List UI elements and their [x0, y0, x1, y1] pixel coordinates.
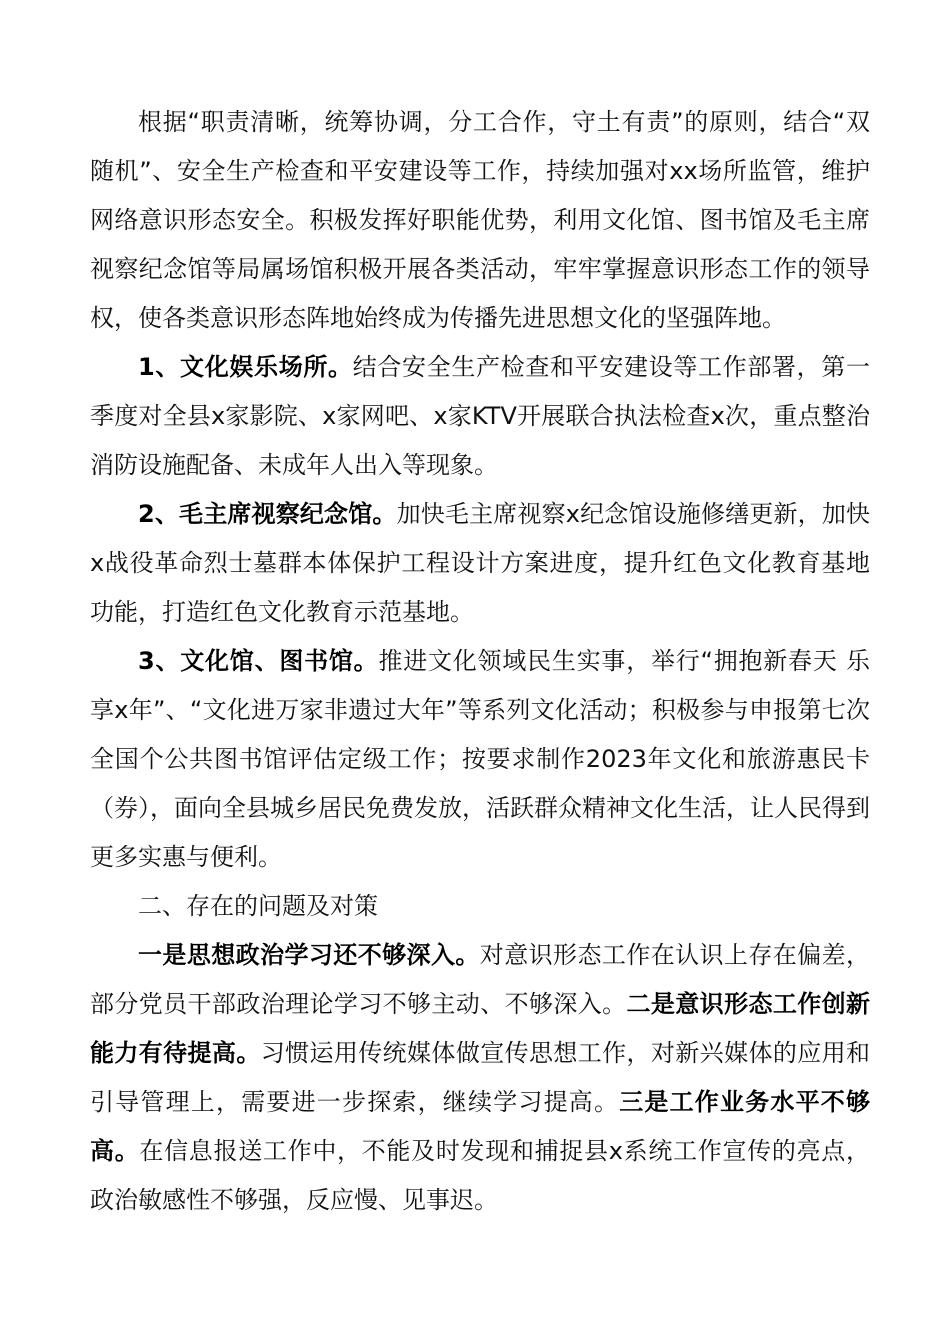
paragraph-item-1 — [90, 343, 870, 490]
item-3-heading: 3、文化馆、图书馆。 — [138, 647, 379, 675]
paragraph-intro-text: 根据“职责清晰，统筹协调，分工合作，守土有责”的原则，结合“双随机”、安全生产检查和平安建设等工作，持续加强对xx场所监管，维护网络意识形态安全。积极发挥好职能优势，利用文化馆、图书馆及毛主席视察纪念馆等局属场馆积极开展各类活动，牢牢掌握意识形态工作的领导权，使各类意识形态阵地始终成为传播先进思想文化的坚强阵地。 — [90, 108, 870, 332]
problem-2-heading: 二是意识形态工作创新能力有待提高。 — [90, 990, 870, 1067]
problem-3-text: 在信息报送工作中，不能及时发现和捕捉县x系统工作宣传的亮点，政治敏感性不够强，反应慢、见事迟。 — [90, 1137, 870, 1214]
paragraph-intro — [90, 98, 870, 343]
item-1-text: 结合安全生产检查和平安建设等工作部署，第一季度对全县x家影院、x家网吧、x家KTV开展联合执法检查x次，重点整治消防设施配备、未成年人出入等现象。 — [90, 353, 870, 479]
paragraph-item-2 — [90, 490, 870, 637]
item-2-heading: 2、毛主席视察纪念馆。 — [138, 500, 397, 528]
section-heading-text: 二、存在的问题及对策 — [138, 892, 378, 920]
problem-2-text: 习惯运用传统媒体做宣传思想工作，对新兴媒体的应用和引导管理上，需要进一步探索，继续学习提高。 — [90, 1039, 871, 1116]
section-heading-problems — [90, 882, 870, 931]
problem-1-text: 对意识形态工作在认识上存在偏差，部分党员干部政治理论学习不够主动、不够深入。 — [90, 941, 871, 1018]
item-1-heading: 1、文化娱乐场所。 — [138, 353, 353, 381]
problem-1-heading: 一是思想政治学习还不够深入。 — [138, 941, 480, 969]
item-2-text: 加快毛主席视察x纪念馆设施修缮更新，加快x战役革命烈士墓群本体保护工程设计方案进度，提升红色文化教育基地功能，打造红色文化教育示范基地。 — [90, 500, 871, 626]
item-3-text: 推进文化领域民生实事，举行“拥抱新春天 乐享x年”、“文化进万家非遗过大年”等系列文化活动；积极参与申报第七次全国个公共图书馆评估定级工作；按要求制作2023年文化和旅游惠民卡（券），面向全县城乡居民免费发放，活跃群众精神文化生活，让人民得到更多实惠与便利。 — [90, 647, 871, 871]
paragraph-problems — [90, 931, 870, 1225]
problem-3-heading: 三是工作业务水平不够高。 — [90, 1088, 871, 1165]
document-page — [90, 98, 870, 1225]
paragraph-item-3 — [90, 637, 870, 882]
